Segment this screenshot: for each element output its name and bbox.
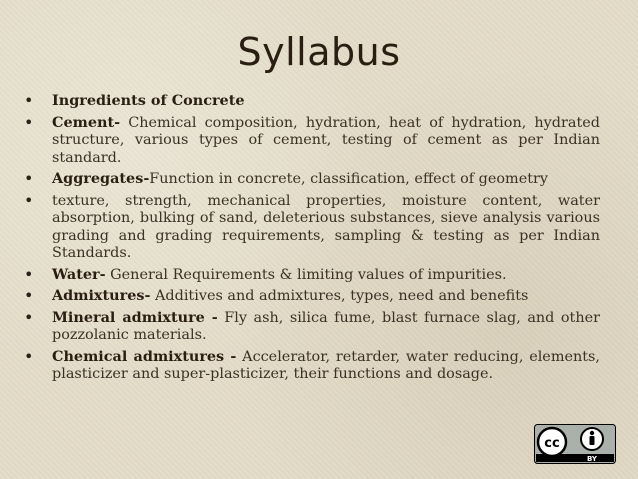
bullet-term: Cement- [52, 113, 121, 131]
bullet-term: Chemical admixtures - [52, 347, 237, 365]
bullet-text: General Requirements & limiting values of impurities. [105, 266, 507, 283]
bullet-item [22, 266, 600, 285]
bullet-item [22, 348, 600, 384]
bullet-dot-icon: • [24, 346, 34, 366]
bullet-item [22, 170, 600, 189]
bullet-text: Fly ash, silica fume, blast furnace slag, and other pozzolanic materials. [52, 309, 601, 343]
bullet-dot-icon: • [24, 307, 34, 327]
bullet-item [22, 92, 600, 111]
bullet-item [22, 309, 600, 345]
bullet-dot-icon: • [24, 112, 34, 132]
bullet-term: Admixtures- [52, 287, 151, 304]
bullet-dot-icon: • [24, 91, 34, 110]
bullet-term: Aggregates- [52, 170, 150, 187]
bullet-dot-icon: • [24, 264, 34, 284]
creative-commons-by-icon[interactable] [534, 424, 616, 464]
bullet-text: texture, strength, mechanical properties, moisture content, water absorption, bulking of sand, deleterious substances, sieve analysis various grading and grading requirements, sampling & testing as per Indian Standards. [52, 192, 600, 261]
bullet-list [22, 92, 600, 387]
bullet-term: Water- [52, 265, 106, 283]
bullet-text: Additives and admixtures, types, need and benefits [150, 288, 529, 304]
slide-title: Syllabus [237, 30, 401, 74]
bullet-text: Accelerator, retarder, water reducing, elements, plasticizer and super-plasticizer, their functions and dosage. [52, 348, 600, 382]
bullet-dot-icon: • [24, 190, 34, 210]
bullet-dot-icon: • [24, 169, 34, 188]
bullet-text: Function in concrete, classification, effect of geometry [149, 171, 549, 187]
svg-text:cc: cc [544, 436, 560, 451]
bullet-item [22, 287, 600, 306]
license-label: BY [586, 455, 598, 463]
bullet-term: Ingredients of Concrete [52, 92, 245, 109]
bullet-term: Mineral admixture - [52, 308, 218, 326]
bullet-text: Chemical composition, hydration, heat of hydration, hydrated structure, various types of cement, testing of cement as per Indian standard. [52, 114, 600, 166]
bullet-dot-icon: • [24, 286, 34, 305]
bullet-item [22, 192, 600, 263]
bullet-item [22, 114, 600, 168]
